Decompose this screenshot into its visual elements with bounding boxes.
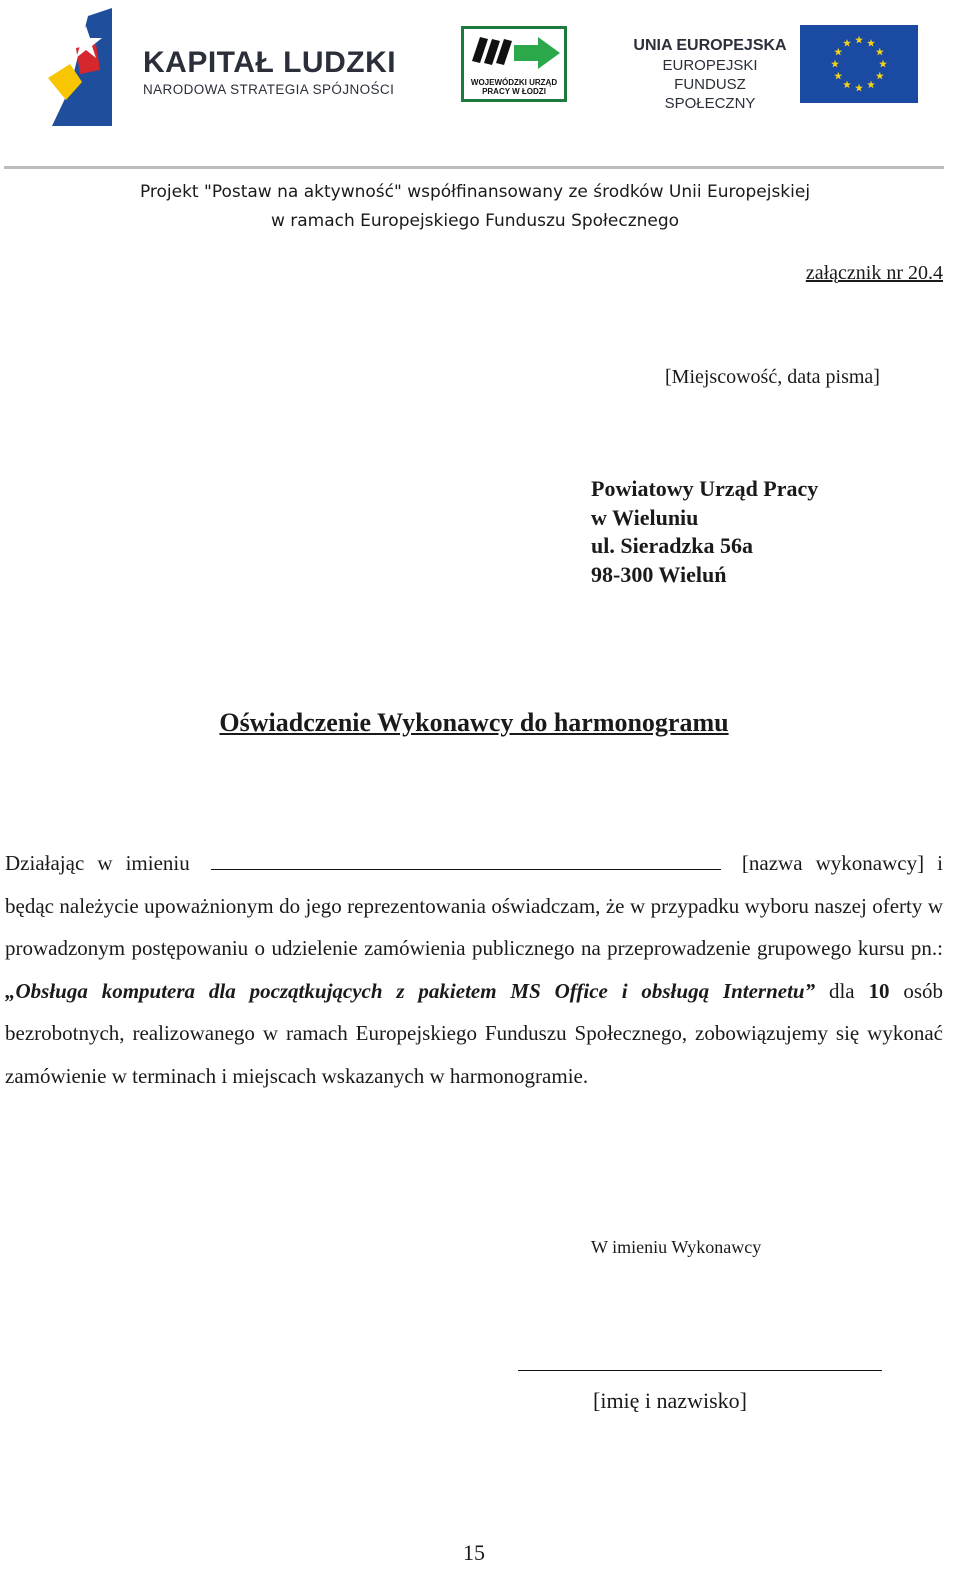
eu-logo-line1: UNIA EUROPEJSKA: [633, 37, 787, 54]
statement-text-1: i będąc należycie upoważnionym do jego reprezentowania oświadczam, że w przypadku wyboru naszej oferty w prowadzonym postępowaniu o udzielenie zamówienia publicznego na przeprowadzenie grupowego kursu pn.:: [5, 851, 943, 960]
page-number: 15: [463, 1540, 485, 1565]
kapital-ludzki-logo-text: [143, 48, 396, 97]
signature-on-behalf: W imieniu Wykonawcy: [591, 1237, 762, 1257]
project-line-2: w ramach Europejskiego Funduszu Społecznego: [270, 211, 680, 231]
signature-name-placeholder: [imię i nazwisko]: [593, 1388, 747, 1413]
eu-logo-text: [628, 36, 792, 113]
signature-line: [518, 1370, 882, 1371]
wup-logo-caption: WOJEWÓDZKI URZĄD PRACY W ŁODZI: [470, 78, 558, 96]
kapital-ludzki-logo-title: KAPITAŁ LUDZKI: [143, 46, 397, 79]
statement-body: [5, 842, 943, 1097]
wup-lodz-logo: [461, 26, 567, 102]
attachment-number: załącznik nr 20.4: [805, 262, 943, 284]
acting-text: Działając w imieniu: [5, 851, 190, 875]
eu-logo-line3: FUNDUSZ SPOŁECZNY: [664, 76, 756, 112]
statement-text-2: osób bezrobotnych, realizowanego w ramach Europejskiego Funduszu Społecznego, zobowiązujemy się wykonać zamówienie w terminach i miejscach wskazanych w harmonogramie.: [5, 978, 944, 1088]
course-name: „Obsługa komputera dla początkujących z pakietem MS Office i obsługą Internetu”: [5, 978, 816, 1003]
project-line-1: Projekt "Postaw na aktywność" współfinansowany ze środków Unii Europejskiej: [139, 182, 811, 202]
recipient-line: Powiatowy Urząd Pracy: [591, 476, 819, 501]
header-divider: [4, 166, 944, 169]
for-text: dla: [828, 978, 855, 1003]
participant-count: 10: [868, 978, 890, 1003]
kapital-ludzki-logo-subtitle: NARODOWA STRATEGIA SPÓJNOŚCI: [143, 82, 395, 97]
recipient-line: 98-300 Wieluń: [591, 561, 727, 587]
recipient-address: [591, 475, 818, 589]
kapital-ludzki-star-logo: [40, 8, 115, 126]
document-title: Oświadczenie Wykonawcy do harmonogramu: [219, 708, 729, 737]
place-date-placeholder: [Miejscowość, data pisma]: [665, 366, 880, 388]
recipient-line: w Wieluniu: [591, 504, 699, 530]
eu-flag-icon: [800, 25, 918, 103]
project-info: [0, 178, 950, 236]
eu-logo-line2: EUROPEJSKI: [662, 57, 758, 74]
contractor-name-blank: [211, 851, 721, 870]
recipient-line: ul. Sieradzka 56a: [591, 533, 753, 558]
contractor-placeholder: [nazwa wykonawcy]: [741, 851, 925, 875]
wup-logo-graphic: [464, 31, 564, 75]
